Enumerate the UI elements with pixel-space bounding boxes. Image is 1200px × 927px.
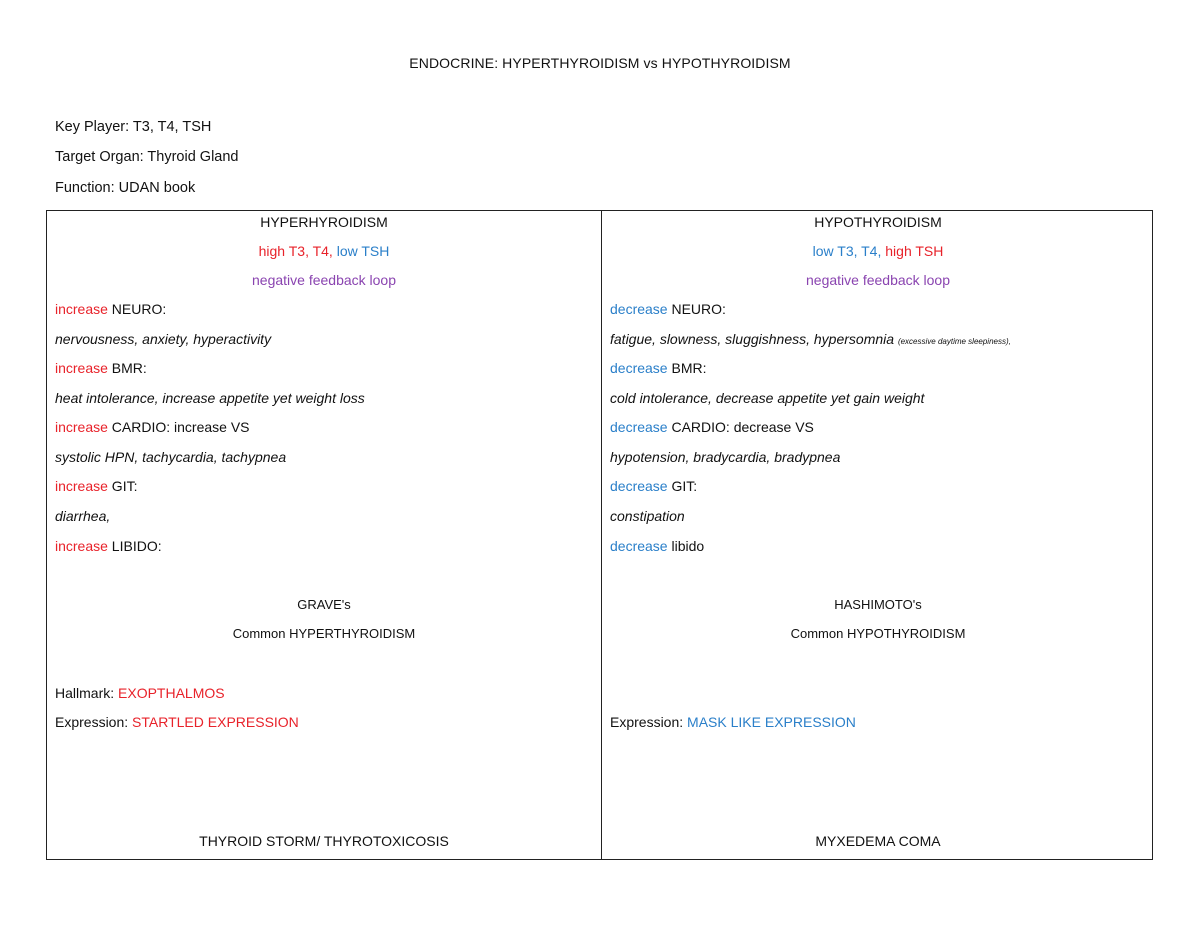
effect-keyword: increase [55,478,108,494]
neuro-symptoms [610,329,1146,349]
comparison-table [46,210,1153,860]
effect-keyword: increase [55,419,108,435]
bmr-heading [610,358,1146,378]
disease-note: Common HYPOTHYROIDISM [790,626,966,641]
expression-line [55,712,593,732]
libido-heading [610,536,1146,556]
system-label: BMR: [107,360,147,376]
expression-value: STARTLED EXPRESSION [132,714,299,730]
effect-keyword: decrease [610,301,668,317]
hormone-levels-low: low T3, T4, [812,243,882,259]
system-label: NEURO: [667,301,726,317]
expression-label: Expression: [610,714,688,730]
hormone-levels-low: low TSH [332,243,390,259]
hormone-levels-high: high TSH [881,243,944,259]
key-player-line: Key Player: T3, T4, TSH [55,119,212,135]
effect-keyword: increase [55,360,108,376]
crisis-name: MYXEDEMA COMA [815,833,941,849]
system-label: libido [667,538,705,554]
git-symptoms: diarrhea, [55,508,111,524]
crisis-name: THYROID STORM/ THYROTOXICOSIS [199,833,449,849]
git-symptoms: constipation [610,508,685,524]
effect-keyword: decrease [610,360,668,376]
hallmark-value: EXOPTHALMOS [118,685,225,701]
neuro-note: (excessive daytime sleepiness), [897,337,1011,346]
expression-label: Expression: [55,714,133,730]
disease-name: GRAVE's [297,597,351,612]
system-label: CARDIO: decrease VS [667,419,814,435]
hormone-levels [55,241,593,261]
effect-keyword: increase [55,301,108,317]
cardio-heading [610,417,1146,437]
hormone-levels [610,241,1146,261]
neuro-symptoms: nervousness, anxiety, hyperactivity [55,331,272,347]
neuro-heading [610,299,1146,319]
libido-heading [55,536,593,556]
feedback-loop: negative feedback loop [252,272,396,288]
disease-note: Common HYPERTHYROIDISM [232,626,416,641]
hormone-levels-high: high T3, T4, [258,243,333,259]
expression-value: MASK LIKE EXPRESSION [687,714,856,730]
hallmark-line [55,683,593,703]
system-label: BMR: [667,360,707,376]
hypothyroidism-column [602,211,1154,859]
expression-line [610,712,1146,732]
cardio-symptoms: systolic HPN, tachycardia, tachypnea [55,449,287,465]
system-label: LIBIDO: [107,538,162,554]
cardio-symptoms: hypotension, bradycardia, bradypnea [610,449,841,465]
system-label: GIT: [107,478,138,494]
function-line: Function: UDAN book [55,180,196,196]
disease-name: HASHIMOTO's [834,597,922,612]
bmr-symptoms: heat intolerance, increase appetite yet weight loss [55,390,365,406]
column-heading: HYPOTHYROIDISM [814,214,942,230]
cardio-heading [55,417,593,437]
column-heading: HYPERHYROIDISM [260,214,388,230]
hyperthyroidism-column [47,211,601,859]
feedback-loop: negative feedback loop [806,272,950,288]
git-heading [610,476,1146,496]
git-heading [55,476,593,496]
bmr-heading [55,358,593,378]
system-label: GIT: [667,478,698,494]
neuro-symptom-list: fatigue, slowness, sluggishness, hypersomnia [610,331,898,347]
system-label: NEURO: [107,301,167,317]
hallmark-label: Hallmark: [55,685,119,701]
effect-keyword: increase [55,538,108,554]
neuro-heading [55,299,593,319]
target-organ-line: Target Organ: Thyroid Gland [55,149,239,165]
effect-keyword: decrease [610,538,668,554]
effect-keyword: decrease [610,478,668,494]
system-label: CARDIO: increase VS [107,419,250,435]
effect-keyword: decrease [610,419,668,435]
bmr-symptoms: cold intolerance, decrease appetite yet gain weight [610,390,925,406]
document-title: ENDOCRINE: HYPERTHYROIDISM vs HYPOTHYROIDISM [409,55,791,71]
